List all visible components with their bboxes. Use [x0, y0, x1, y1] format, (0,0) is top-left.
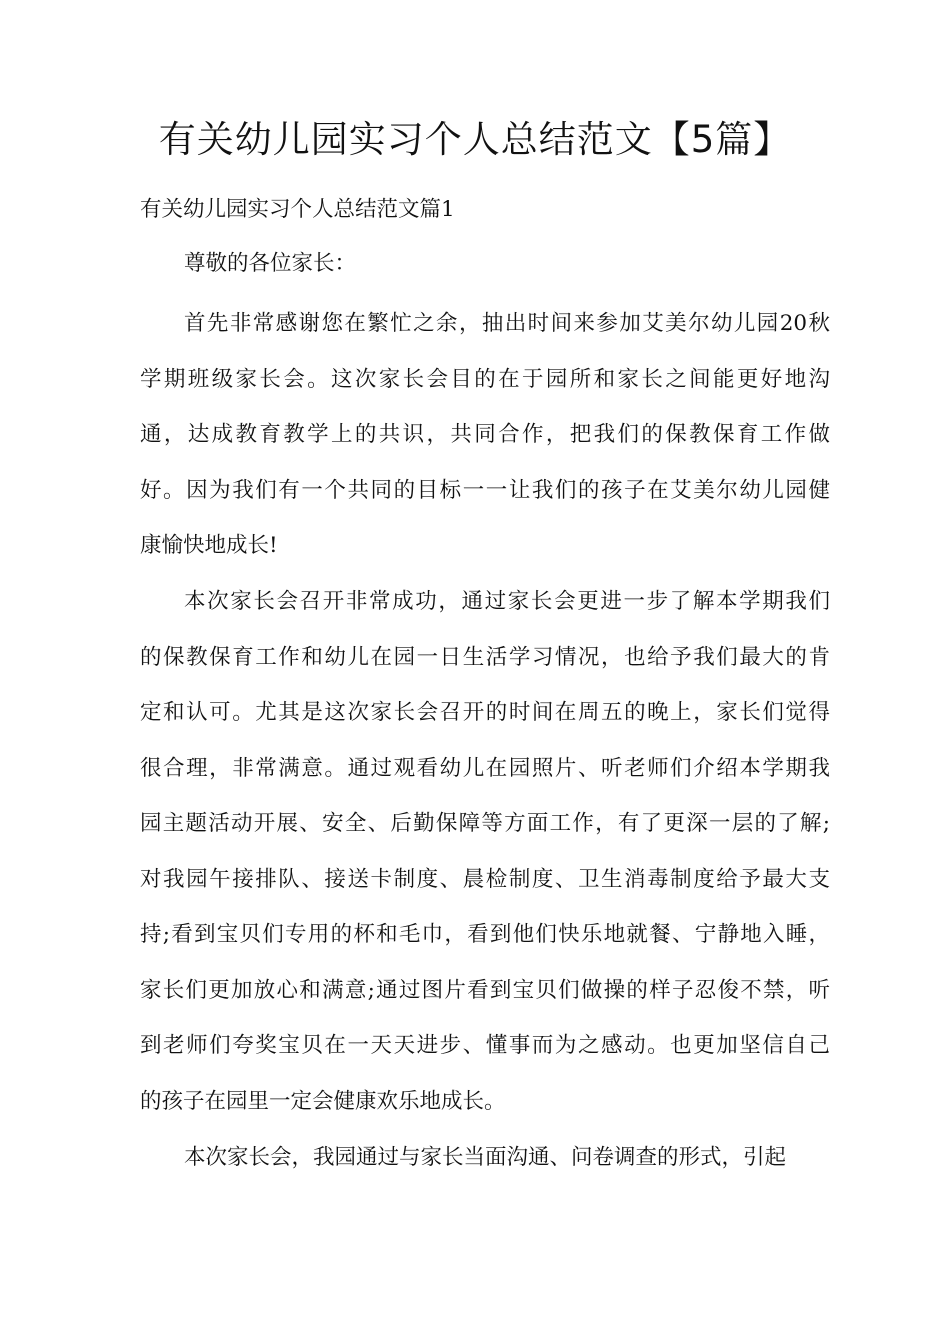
paragraph-line: 首先非常感谢您在繁忙之余，抽出时间来参加艾美尔幼儿园20秋	[184, 311, 830, 336]
paragraph-line: 园主题活动开展、安全、后勤保障等方面工作，有了更深一层的了解;	[140, 811, 830, 836]
section-heading: 有关幼儿园实习个人总结范文篇1	[140, 197, 455, 222]
paragraph-line: 的保教保育工作和幼儿在园一日生活学习情况，也给予我们最大的肯	[140, 644, 830, 670]
paragraph-line: 本次家长会召开非常成功，通过家长会更进一步了解本学期我们	[184, 589, 830, 614]
paragraph-line: 的孩子在园里一定会健康欢乐地成长。	[140, 1088, 506, 1114]
paragraph-1	[140, 296, 830, 574]
paragraph-line: 好。因为我们有一个共同的目标一一让我们的孩子在艾美尔幼儿园健	[140, 477, 830, 503]
paragraph-line: 持;看到宝贝们专用的杯和毛巾，看到他们快乐地就餐、宁静地入睡，	[140, 922, 830, 947]
paragraph-line: 对我园午接排队、接送卡制度、晨检制度、卫生消毒制度给予最大支	[140, 866, 830, 892]
paragraph-2	[140, 574, 830, 1129]
paragraph-line: 学期班级家长会。这次家长会目的在于园所和家长之间能更好地沟	[140, 366, 830, 392]
paragraph-line: 到老师们夸奖宝贝在一天天进步、懂事而为之感动。也更加坚信自己	[140, 1033, 830, 1058]
paragraph-line: 很合理，非常满意。通过观看幼儿在园照片、听老师们介绍本学期我	[140, 755, 830, 781]
salutation: 尊敬的各位家长：	[184, 251, 357, 276]
paragraph-line: 定和认可。尤其是这次家长会召开的时间在周五的晚上，家长们觉得	[140, 700, 830, 725]
paragraph-line: 康愉快地成长!	[140, 533, 278, 558]
paragraph-line: 本次家长会，我园通过与家长当面沟通、问卷调查的形式，引起	[184, 1145, 787, 1170]
paragraph-3	[140, 1130, 830, 1186]
document-title: 有关幼儿园实习个人总结范文【5篇】	[158, 118, 792, 161]
paragraph-line: 通，达成教育教学上的共识，共同合作，把我们的保教保育工作做	[140, 422, 830, 447]
paragraph-line: 家长们更加放心和满意;通过图片看到宝贝们做操的样子忍俊不禁，听	[140, 977, 830, 1003]
